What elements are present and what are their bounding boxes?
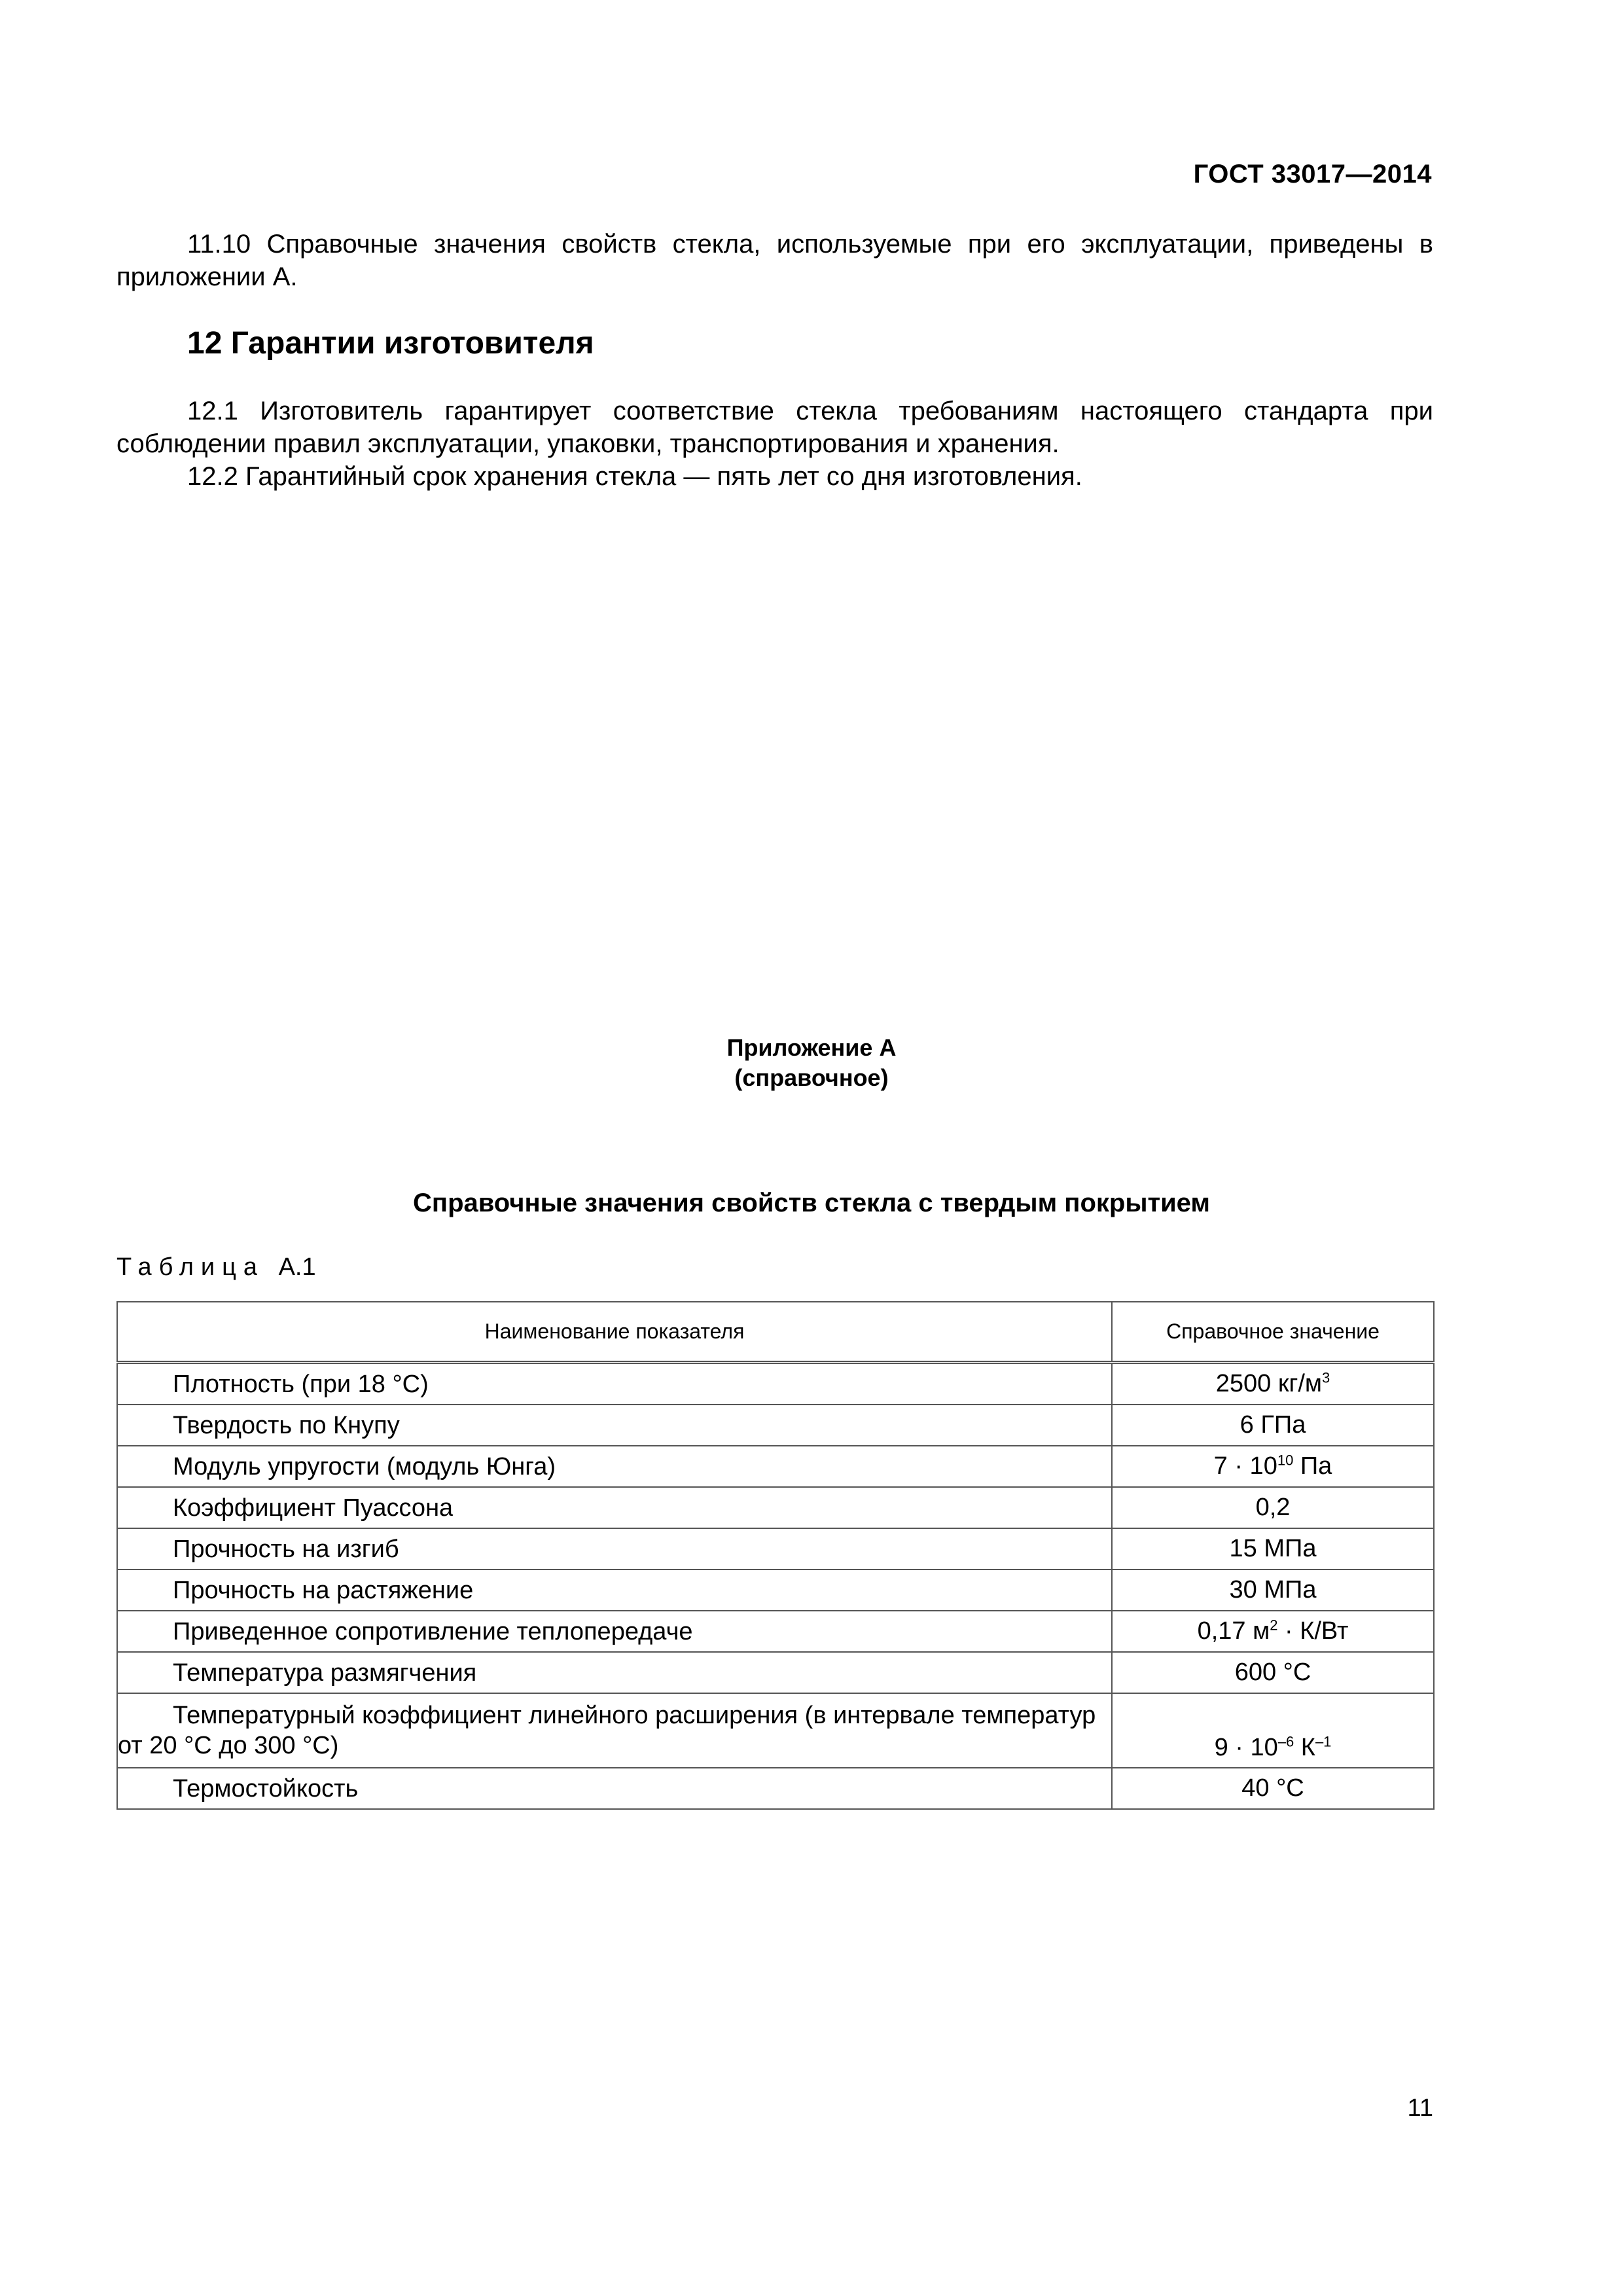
- table-label-number: А.1: [278, 1253, 316, 1281]
- table-row: [117, 1768, 1434, 1809]
- row-value-main: 15 МПа: [1229, 1535, 1317, 1562]
- table-row: [117, 1405, 1434, 1446]
- paragraph-12-2: 12.2 Гарантийный срок хранения стекла — пять лет со дня изготовления.: [187, 462, 1082, 491]
- row-name: Плотность (при 18 °С): [117, 1363, 1112, 1405]
- row-name: Твердость по Кнупу: [117, 1405, 1112, 1446]
- table-row: [117, 1487, 1434, 1528]
- row-value-superscript: –6: [1277, 1733, 1294, 1750]
- row-value-superscript: 10: [1277, 1452, 1294, 1469]
- row-value-main: 40 °С: [1241, 1774, 1304, 1802]
- table-row: [117, 1652, 1434, 1693]
- section-12-body: [116, 395, 1433, 493]
- paragraph-11-10-text: 11.10 Справочные значения свойств стекла, используемые при его эксплуатации, приведены в приложении А.: [116, 230, 1433, 291]
- row-value-superscript-2: –1: [1315, 1733, 1332, 1750]
- section-12-heading: 12 Гарантии изготовителя: [187, 326, 594, 361]
- row-value: [1112, 1405, 1434, 1446]
- row-value: [1112, 1487, 1434, 1528]
- paragraph-12-1: 12.1 Изготовитель гарантирует соответствие стекла требованиям настоящего стандарта при соблюдении правил эксплуатации, упаковки, транспортирования и хранения.: [116, 397, 1433, 458]
- row-value-main: 6 ГПа: [1240, 1411, 1306, 1439]
- table-row: [117, 1446, 1434, 1487]
- row-value: [1112, 1363, 1434, 1405]
- row-name: Температура размягчения: [117, 1652, 1112, 1693]
- table-row: [117, 1693, 1434, 1768]
- row-value-main: 600 °С: [1234, 1659, 1311, 1686]
- row-value: [1112, 1528, 1434, 1570]
- table-row: [117, 1363, 1434, 1405]
- table-row: [117, 1528, 1434, 1570]
- appendix-title: Приложение А: [726, 1034, 897, 1061]
- row-value-unit: К: [1294, 1734, 1315, 1761]
- header-name: Наименование показателя: [117, 1302, 1112, 1363]
- row-value-main: 0,17 м: [1197, 1617, 1270, 1645]
- row-value: [1112, 1570, 1434, 1611]
- row-name: Приведенное сопротивление теплопередаче: [117, 1611, 1112, 1652]
- appendix-header: [0, 1033, 1623, 1093]
- table-label-word: Таблица: [116, 1253, 264, 1281]
- row-value-main: 7 · 10: [1213, 1452, 1277, 1480]
- table-body: [117, 1363, 1434, 1810]
- row-value-main: 9 · 10: [1214, 1734, 1278, 1761]
- table-title: Справочные значения свойств стекла с твердым покрытием: [413, 1189, 1210, 1217]
- row-value: [1112, 1611, 1434, 1652]
- row-value-unit: · К/Вт: [1277, 1617, 1349, 1645]
- page-number: 11: [1407, 2094, 1433, 2122]
- row-name: Температурный коэффициент линейного расширения (в интервале температур от 20 °С до 300 °С): [117, 1693, 1112, 1768]
- appendix-subtitle: (справочное): [734, 1064, 889, 1091]
- row-value: [1112, 1768, 1434, 1809]
- row-value: [1112, 1693, 1434, 1768]
- document-code: ГОСТ 33017—2014: [1193, 160, 1432, 188]
- row-value-unit: Па: [1293, 1452, 1332, 1480]
- row-value: [1112, 1446, 1434, 1487]
- table-row: [117, 1570, 1434, 1611]
- row-name: Коэффициент Пуассона: [117, 1487, 1112, 1528]
- row-value-main: 30 МПа: [1229, 1576, 1317, 1604]
- row-name: Модуль упругости (модуль Юнга): [117, 1446, 1112, 1487]
- row-name: Термостойкость: [117, 1768, 1112, 1809]
- row-value-superscript: 3: [1322, 1369, 1330, 1386]
- table-label: [116, 1253, 316, 1282]
- row-name: Прочность на изгиб: [117, 1528, 1112, 1570]
- row-name: Прочность на растяжение: [117, 1570, 1112, 1611]
- properties-table: [116, 1301, 1435, 1810]
- row-value-main: 2500 кг/м: [1215, 1370, 1322, 1397]
- row-value: [1112, 1652, 1434, 1693]
- table-header-row: [117, 1302, 1434, 1363]
- table-row: [117, 1611, 1434, 1652]
- header-value: Справочное значение: [1112, 1302, 1434, 1363]
- row-value-superscript: 2: [1270, 1617, 1278, 1634]
- row-value-main: 0,2: [1255, 1494, 1291, 1521]
- paragraph-11-10: [116, 228, 1433, 293]
